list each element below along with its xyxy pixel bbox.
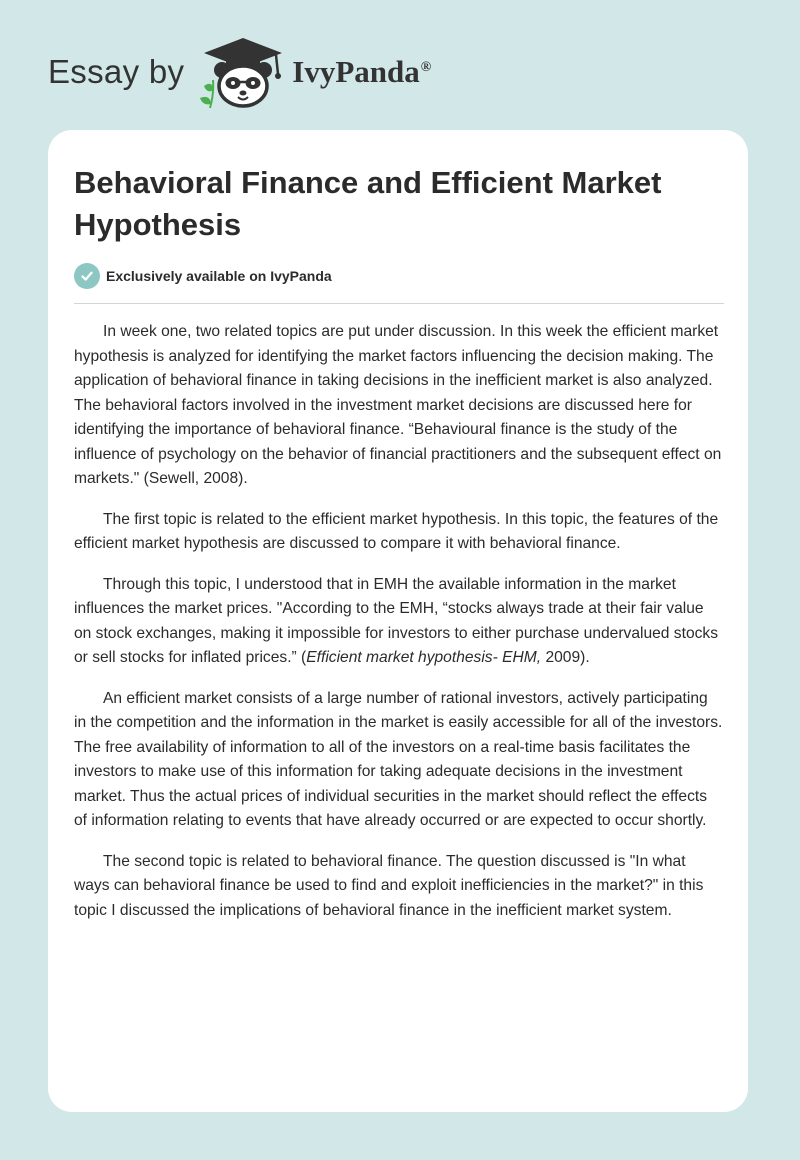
divider — [74, 303, 724, 304]
check-icon — [74, 263, 100, 289]
paragraph-5: The second topic is related to behavioral finance. The question discussed is "In what ways can behavioral finance be used to find and exploit inefficiencies in the market?" in this topic I discussed the implications of behavioral finance in the inefficient market system. — [74, 852, 704, 919]
brand-name: IvyPanda® — [292, 54, 432, 89]
paragraph-4: An efficient market consists of a large number of rational investors, actively participating in the competition and the information in the market is easily accessible for all of the investors. The free availability of information to all of the investors on a real-time basis facilitates the investors to make use of this information for taking adequate decisions in the investment market. Thus the actual prices of individual securities in the market should reflect the effects of information relating to events that have already occurred or are expected to occur shortly. — [74, 689, 723, 829]
exclusive-badge — [74, 263, 332, 289]
paragraph-2: The first topic is related to the efficient market hypothesis. In this topic, the features of the efficient market hypothesis are discussed to compare it with behavioral finance. — [74, 510, 719, 552]
article-card — [48, 130, 748, 1112]
article-title: Behavioral Finance and Efficient Market Hypothesis — [74, 165, 662, 242]
brand-header — [48, 36, 431, 108]
panda-graduate-icon — [198, 36, 288, 108]
paragraph-3: Through this topic, I understood that in EMH the available information in the market influences the market prices. "According to the EMH, “stocks always trade at their fair value on stock exchanges, making it impossible for investors to either purchase undervalued stocks or sell stocks for inflated prices.” (Efficient market hypothesis- EHM, 2009). — [74, 575, 719, 666]
exclusive-text: Exclusively available on IvyPanda — [106, 268, 332, 284]
article-body — [74, 320, 724, 939]
brand-prefix: Essay by — [48, 53, 185, 90]
paragraph-1: In week one, two related topics are put under discussion. In this week the efficient market hypothesis is analyzed for identifying the market factors influencing the decision making. The application of behavioral finance in taking decisions in the inefficient market is also analyzed. The behavioral factors involved in the investment market decisions are discussed here for identifying the importance of behavioral finance. “Behavioural finance is the study of the influence of psychology on the behavior of financial practitioners and the subsequent effect on markets." (Sewell, 2008). — [74, 323, 722, 487]
citation-title: Efficient market hypothesis- EHM, — [306, 649, 542, 666]
